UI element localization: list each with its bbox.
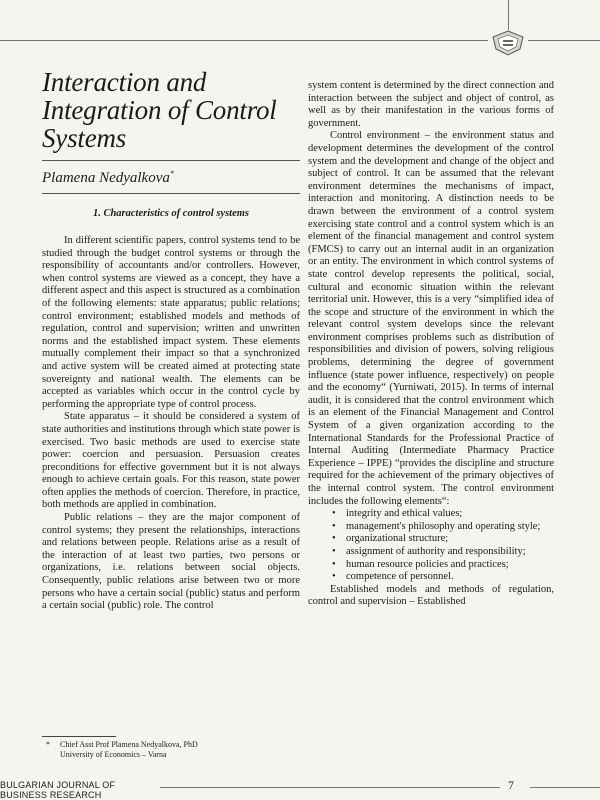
list-item: • management's philosophy and operating style;: [308, 521, 554, 534]
right-column: [308, 80, 554, 609]
journal-line-2: BUSINESS RESEARCH: [0, 790, 102, 800]
footer-rule-right: [530, 787, 600, 788]
bullet-icon: •: [332, 571, 336, 583]
author-footnote-mark: *: [169, 169, 174, 178]
bullet-icon: •: [332, 520, 336, 532]
footnote-mark: *: [46, 740, 50, 749]
footnote-line-2: University of Economics – Varna: [60, 750, 167, 759]
left-column: [42, 62, 300, 613]
body-paragraph: Control environment – the environment status and development determines the development of the control system and the development and change of the object and subject of control. It can be assumed that the relevant environment determines the mechanisms of impact, interaction and monitoring. A distinction needs to be drawn between the environment of a control system exercising state control and a control system which is an element of the financial management and control system (FMCS) to carry out an internal audit in an organization or an entity. The environment in which control systems of state control develop represents the political, social, cultural and economic situation within the relevant territorial unit. However, this is a very “simplified idea of the scope and structure of the environment in which the relevant control system develops since the relevant environment comprises problems such as distribution of responsibilities and division of powers, solving religious problems, determining the degree of government influence (state power influence, respectively) on people and the economy“ (Yurniwati, 2015). In terms of internal audit, it is considered that the control environment which is an element of the Financial Management and Control System of a given organization according to the International Standards for the Professional Practice of Internal Auditing (Intermediate Pharmacy Practice Experience – IPPE) “provides the discipline and structure required for the achievement of the primary objectives of the internal control system. The control environment includes the following elements“:: [308, 130, 554, 507]
body-paragraph: In different scientific papers, control systems tend to be studied through the budget control systems or through the responsibility of accountants and/or controllers. However, when control systems are viewed as a concept, they have a different aspect and this aspect is structured as a combination of the following elements: state apparatus; public relations; control environment; established models and methods of regulation, control and supervision; written and unwritten norms and the established impact system. These elements mutually complement their impact so that a synchronized and active system will be created aimed at protecting state sovereignty and national wealth. The elements can be accepted as variables which occur in the control cycle by performing the appropriate type of control process.: [42, 235, 300, 410]
body-paragraph: Public relations – they are the major component of control systems; they present the relationships, interactions and relations between people. Relations arise as a result of the interaction of at least two parties, two persons or organizations, i.e. relations between social objects. Consequently, public relations arise between two or more persons who have a certain social (public) status and perform a certain social (public) role. The control: [42, 512, 300, 612]
bullet-icon: •: [332, 533, 336, 545]
author-text: Plamena Nedyalkova: [42, 170, 170, 186]
body-paragraph: State apparatus – it should be considered a system of state authorities and institutions through which state power is exercised. Two basic methods are used to exercise state power: coercion and persuasion. Persuasion creates preconditions for effective government but it is not always enough to achieve certain goals. For this reason, state power often applies the methods of coercion. Therefore, in practice, both methods are applied in combination.: [42, 411, 300, 511]
title-line-3: Systems: [42, 123, 127, 153]
list-item: • integrity and ethical values;: [308, 508, 554, 521]
header-vertical-rule: [508, 0, 509, 30]
title-rule: [42, 160, 300, 161]
journal-emblem-icon: [492, 30, 524, 56]
list-item: • assignment of authority and responsibility;: [308, 546, 554, 559]
author-name: [42, 169, 300, 187]
journal-name: [0, 780, 115, 800]
bullet-icon: •: [332, 508, 336, 520]
header-rule-right: [528, 40, 600, 41]
author-rule: [42, 193, 300, 194]
body-paragraph: system content is determined by the direct connection and interaction between the subject and object of control, as well as by their manifestation in the various forms of government.: [308, 80, 554, 129]
journal-line-1: BULGARIAN JOURNAL OF: [0, 780, 116, 790]
footnote-line-1: Chief Asst Prof Plamena Nedyalkova, PhD: [60, 740, 198, 749]
bullet-icon: •: [332, 545, 336, 557]
author-footnote: [46, 740, 296, 760]
footnote-rule: [42, 736, 116, 737]
page-number: 7: [508, 778, 514, 792]
title-line-2: Integration of Control: [42, 95, 277, 125]
section-heading: 1. Characteristics of control systems: [92, 208, 250, 219]
elements-list: [308, 508, 554, 584]
list-item: • competence of personnel.: [308, 571, 554, 584]
list-item: • organizational structure;: [308, 533, 554, 546]
list-item: • human resource policies and practices;: [308, 559, 554, 572]
title-line-1: Interaction and: [42, 67, 207, 97]
bullet-icon: •: [332, 558, 336, 570]
article-title: [42, 68, 300, 152]
header-rule-left: [0, 40, 488, 41]
footer-rule-left: [160, 787, 500, 788]
body-paragraph: Established models and methods of regulation, control and supervision – Established: [308, 583, 554, 608]
